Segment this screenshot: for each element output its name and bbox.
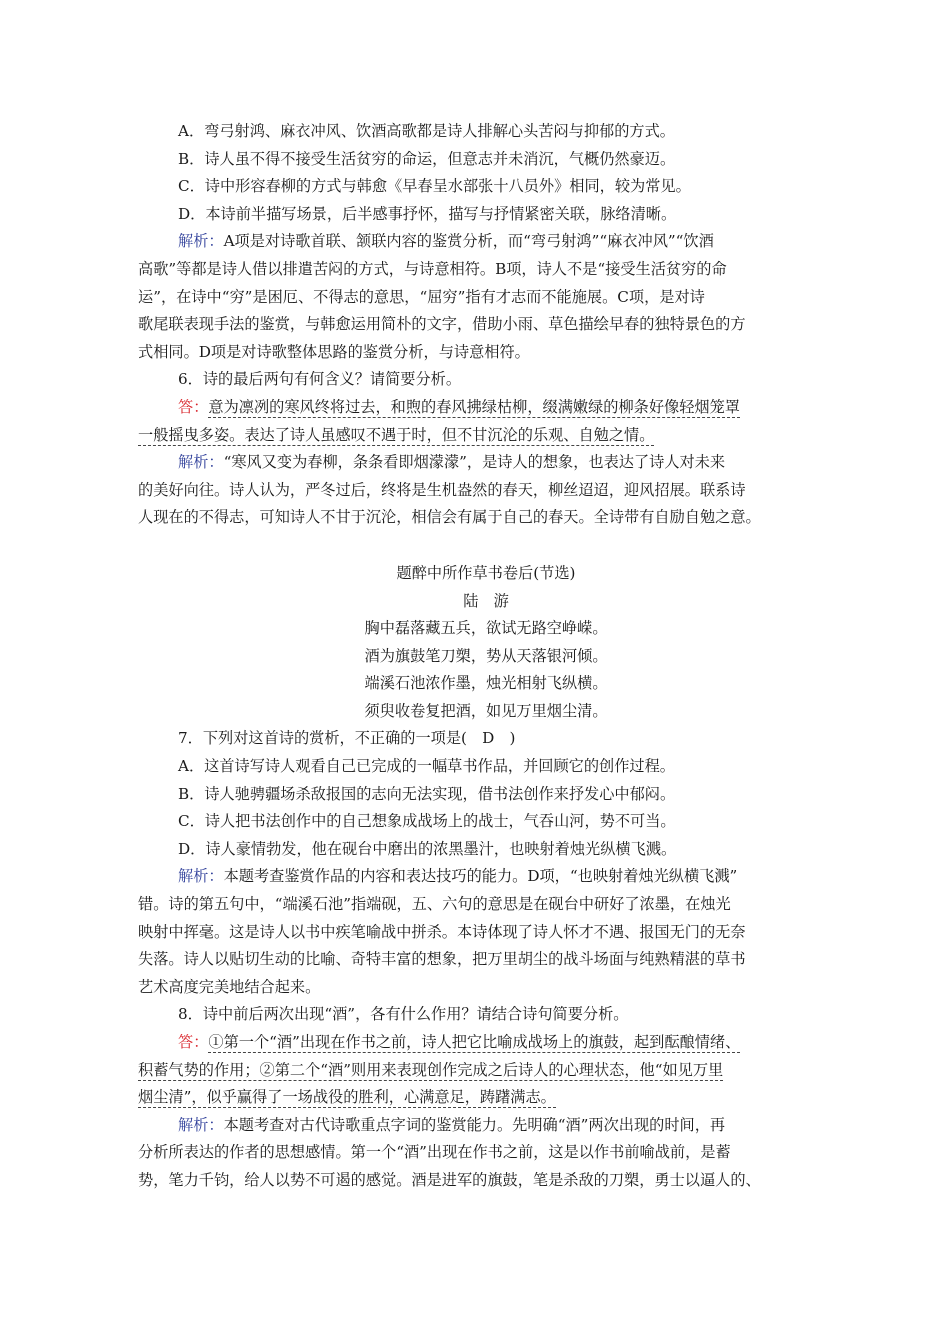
q5-option-a: A．弯弓射鸿、麻衣冲风、饮酒高歌都是诗人排解心头苦闷与抑郁的方式。 <box>178 122 675 140</box>
q8-analysis-line: 分析所表达的作者的思想感情。第一个“酒”出现在作书之前，这是以作书前喻战前，是蓄 <box>138 1143 731 1162</box>
q8-answer-line <box>138 1057 834 1085</box>
q5-option-b: B．诗人虽不得不接受生活贫穷的命运，但意志并未消沉，气概仍然豪迈。 <box>178 149 676 168</box>
section-gap <box>138 532 834 560</box>
analysis-text: A项是对诗歌首联、颔联内容的鉴赏分析，而“弯弓射鸿”“麻衣冲风”“饮酒 <box>223 232 714 251</box>
q6-answer-line <box>138 394 834 422</box>
q7-analysis-line: 失落。诗人以贴切生动的比喻、奇特丰富的想象，把万里胡尘的战斗场面与纯熟精湛的草书 <box>138 950 746 969</box>
poem-author: 陆 游 <box>463 591 509 610</box>
q6-analysis-line: 人现在的不得志，可知诗人不甘于沉沦，相信会有属于自己的春天。全诗带有自励自勉之意。 <box>138 508 761 527</box>
analysis-label: 解析： <box>178 1115 224 1134</box>
analysis-text: 本题考查鉴赏作品的内容和表达技巧的能力。D项，“也映射着烛光纵横飞溅” <box>223 867 738 886</box>
poem-line: 须臾收卷复把酒，如见万里烟尘清。 <box>364 701 608 720</box>
answer-text: 积蓄气势的作用；②第二个“酒”则用来表现创作完成之后诗人的心理状态，他“如见万里 <box>138 1060 724 1079</box>
analysis-label: 解析： <box>178 232 224 251</box>
answer-label: 答： <box>178 1033 209 1051</box>
q8-analysis-line <box>138 1112 834 1140</box>
poem-line: 酒为旗鼓笔刀槊，势从天落银河倾。 <box>364 646 608 665</box>
analysis-text: 本题考查对古代诗歌重点字词的鉴赏能力。先明确“酒”两次出现的时间，再 <box>223 1115 726 1134</box>
q7-option-d: D．诗人豪情勃发，他在砚台中磨出的浓黑墨汁，也映射着烛光纵横飞溅。 <box>178 839 677 858</box>
q7-analysis-line: 错。诗的第五句中，“端溪石池”指端砚，五、六句的意思是在砚台中研好了浓墨，在烛光 <box>138 895 731 914</box>
answer-label: 答： <box>178 397 209 416</box>
q8-question: 8．诗中前后两次出现“酒”，各有什么作用？请结合诗句简要分析。 <box>178 1005 629 1024</box>
poem-line: 端溪石池浓作墨，烛光相射飞纵横。 <box>364 674 608 693</box>
q7-option-b: B．诗人驰骋疆场杀敌报国的志向无法实现，借书法创作来抒发心中郁闷。 <box>178 784 676 803</box>
q5-analysis-line <box>138 228 834 256</box>
poem-line: 胸中磊落藏五兵，欲试无路空峥嵘。 <box>364 619 608 638</box>
q5-analysis-line: 高歌”等都是诗人借以排遣苦闷的方式，与诗意相符。B项，诗人不是“接受生活贫穷的命 <box>138 259 727 278</box>
analysis-text: “寒风又变为春柳，条条看即烟濛濛”，是诗人的想象，也表达了诗人对未来 <box>223 453 726 472</box>
q8-analysis-line: 势，笔力千钧，给人以势不可遏的感觉。酒是进军的旗鼓，笔是杀敌的刀槊，勇士以逼人的、 <box>138 1170 761 1189</box>
q5-option-c: C．诗中形容春柳的方式与韩愈《早春呈水部张十八员外》相同，较为常见。 <box>178 177 691 196</box>
poem-title: 题醉中所作草书卷后(节选) <box>396 563 576 582</box>
q5-analysis-line: 歌尾联表现手法的鉴赏，与韩愈运用简朴的文字，借助小雨、草色描绘早春的独特景色的方 <box>138 315 746 334</box>
analysis-label: 解析： <box>178 453 224 472</box>
q7-option-a: A．这首诗写诗人观看自己已完成的一幅草书作品，并回顾它的创作过程。 <box>178 757 675 776</box>
answer-text: 意为凛冽的寒风终将过去，和煦的春风拂绿枯柳，缀满嫩绿的柳条好像轻烟笼罩 <box>208 397 740 416</box>
q8-answer-line <box>138 1029 834 1057</box>
analysis-label: 解析： <box>178 867 224 886</box>
q7-question: 7．下列对这首诗的赏析，不正确的一项是( D ) <box>178 729 516 748</box>
q6-answer-line <box>138 422 834 450</box>
q6-analysis-line <box>138 449 834 477</box>
q6-question: 6．诗的最后两句有何含义？请简要分析。 <box>178 370 462 389</box>
q8-answer-line <box>138 1084 834 1112</box>
q7-analysis-line <box>138 863 834 891</box>
q7-option-c: C．诗人把书法创作中的自己想象成战场上的战士，气吞山河，势不可当。 <box>178 812 676 831</box>
answer-text: 烟尘清”，似乎赢得了一场战役的胜利，心满意足，踌躇满志。 <box>138 1088 556 1107</box>
document-page <box>138 118 834 1195</box>
q5-analysis-line: 式相同。D项是对诗歌整体思路的鉴赏分析，与诗意相符。 <box>138 342 530 361</box>
answer-text: ①第一个“酒”出现在作书之前，诗人把它比喻成战场上的旗鼓，起到酝酿情绪、 <box>208 1033 741 1051</box>
q7-analysis-line: 艺术高度完美地结合起来。 <box>138 977 321 996</box>
q5-option-d: D．本诗前半描写场景，后半感事抒怀，描写与抒情紧密关联，脉络清晰。 <box>178 204 677 223</box>
q7-analysis-line: 映射中挥毫。这是诗人以书中疾笔喻战中拼杀。本诗体现了诗人怀才不遇、报国无门的无奈 <box>138 922 746 941</box>
answer-text: 一般摇曳多姿。表达了诗人虽感叹不遇于时，但不甘沉沦的乐观、自勉之情。 <box>138 425 655 444</box>
q5-analysis-line: 运”，在诗中“穷”是困厄、不得志的意思，“屈穷”指有才志而不能施展。C项，是对诗 <box>138 287 705 306</box>
q6-analysis-line: 的美好向往。诗人认为，严冬过后，终将是生机盎然的春天，柳丝迢迢，迎风招展。联系诗 <box>138 480 746 499</box>
